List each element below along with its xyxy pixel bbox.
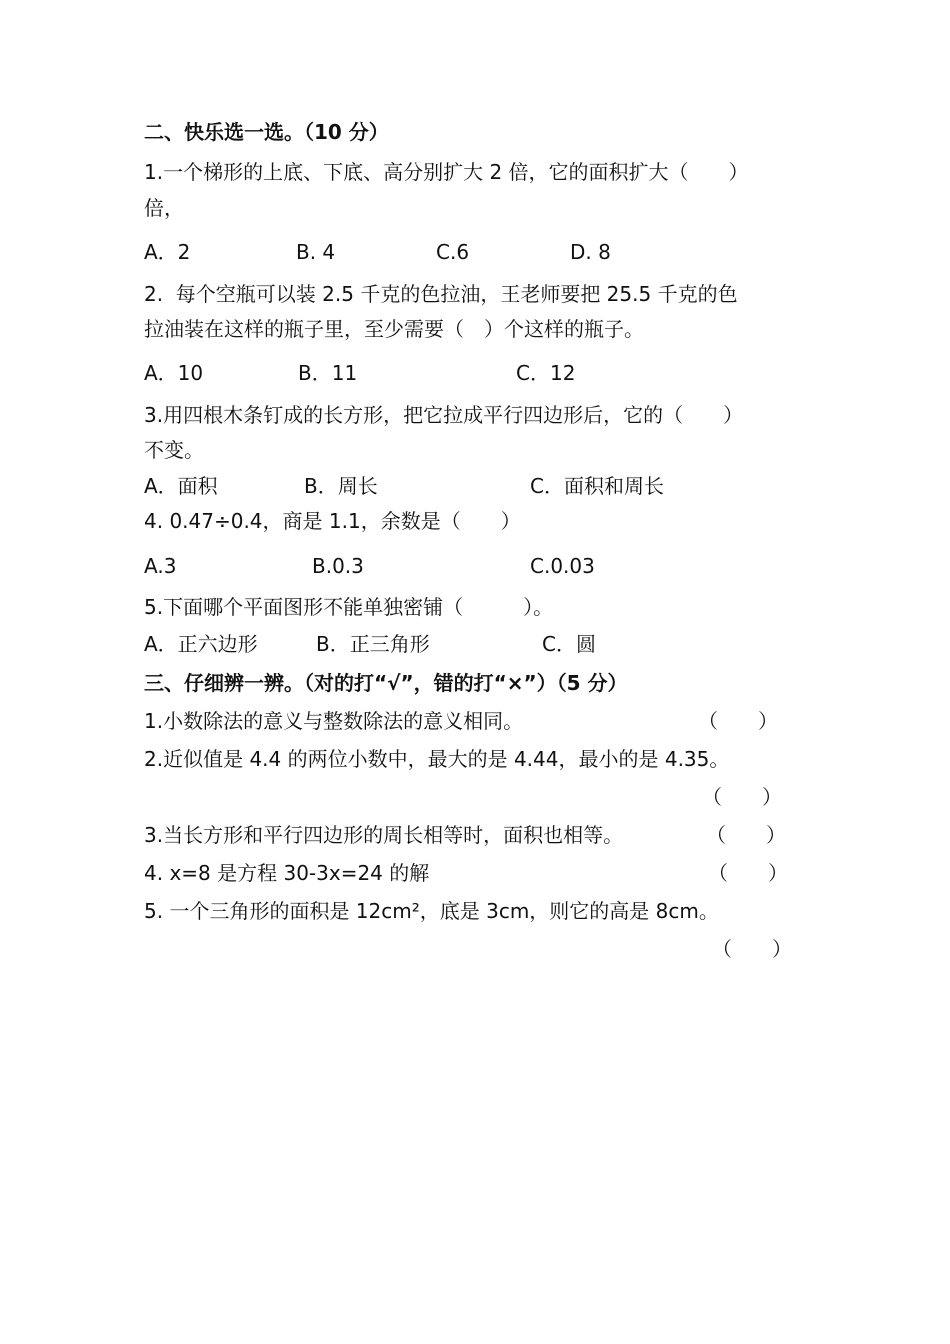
- judge-item-3-answer-parens: （ ）: [706, 823, 786, 847]
- judge-item-5-text: 5. 一个三角形的面积是 12cm²，底是 3cm，则它的高是 8cm。: [144, 899, 719, 923]
- q2-option-c: C．12: [516, 361, 576, 385]
- q1-option-b: B. 4: [296, 240, 336, 264]
- judge-item-1-answer-parens: （ ）: [698, 709, 778, 733]
- question-3-line1: 3.用四根木条钉成的长方形，把它拉成平行四边形后，它的（ ）: [144, 403, 744, 427]
- judge-item-2-text: 2.近似值是 4.4 的两位小数中，最大的是 4.44，最小的是 4.35。: [144, 747, 730, 771]
- q3-option-c: C．面积和周长: [530, 474, 664, 498]
- judge-item-4-answer-parens: （ ）: [708, 861, 788, 885]
- judge-item-5-answer-parens: （ ）: [712, 937, 792, 961]
- question-5-line1: 5.下面哪个平面图形不能单独密铺（ ）。: [144, 595, 554, 619]
- q4-option-b: B.0.3: [312, 554, 364, 578]
- q1-option-d: D. 8: [570, 240, 611, 264]
- q5-option-c: C．圆: [542, 632, 596, 656]
- q2-option-b: B．11: [298, 361, 358, 385]
- q3-option-b: B．周长: [304, 474, 378, 498]
- question-4-line1: 4. 0.47÷0.4，商是 1.1，余数是（ ）: [144, 509, 521, 533]
- q2-option-a: A．10: [144, 361, 204, 385]
- q4-option-c: C.0.03: [530, 554, 595, 578]
- judge-item-1-text: 1.小数除法的意义与整数除法的意义相同。: [144, 709, 524, 733]
- question-2-line2: 拉油装在这样的瓶子里，至少需要（ ）个这样的瓶子。: [144, 317, 644, 341]
- question-3-line2: 不变。: [144, 438, 204, 462]
- judge-item-4-text: 4. x=8 是方程 30-3x=24 的解: [144, 861, 430, 885]
- q5-option-b: B．正三角形: [316, 632, 430, 656]
- question-1-line2: 倍，: [144, 196, 184, 220]
- question-1-line1: 1.一个梯形的上底、下底、高分别扩大 2 倍，它的面积扩大（ ）: [144, 160, 749, 184]
- section3-title: 三、仔细辨一辨。（对的打“√”，错的打“×”）（5 分）: [144, 671, 628, 695]
- judge-item-3-text: 3.当长方形和平行四边形的周长相等时，面积也相等。: [144, 823, 624, 847]
- q1-option-c: C.6: [436, 240, 470, 264]
- section2-title: 二、快乐选一选。（10 分）: [144, 120, 389, 144]
- question-2-line1: 2. 每个空瓶可以装 2.5 千克的色拉油，王老师要把 25.5 千克的色: [144, 282, 738, 306]
- q4-option-a: A.3: [144, 554, 177, 578]
- q5-option-a: A．正六边形: [144, 632, 258, 656]
- q3-option-a: A．面积: [144, 474, 218, 498]
- q1-option-a: A．2: [144, 240, 191, 264]
- judge-item-2-answer-parens: （ ）: [702, 785, 782, 809]
